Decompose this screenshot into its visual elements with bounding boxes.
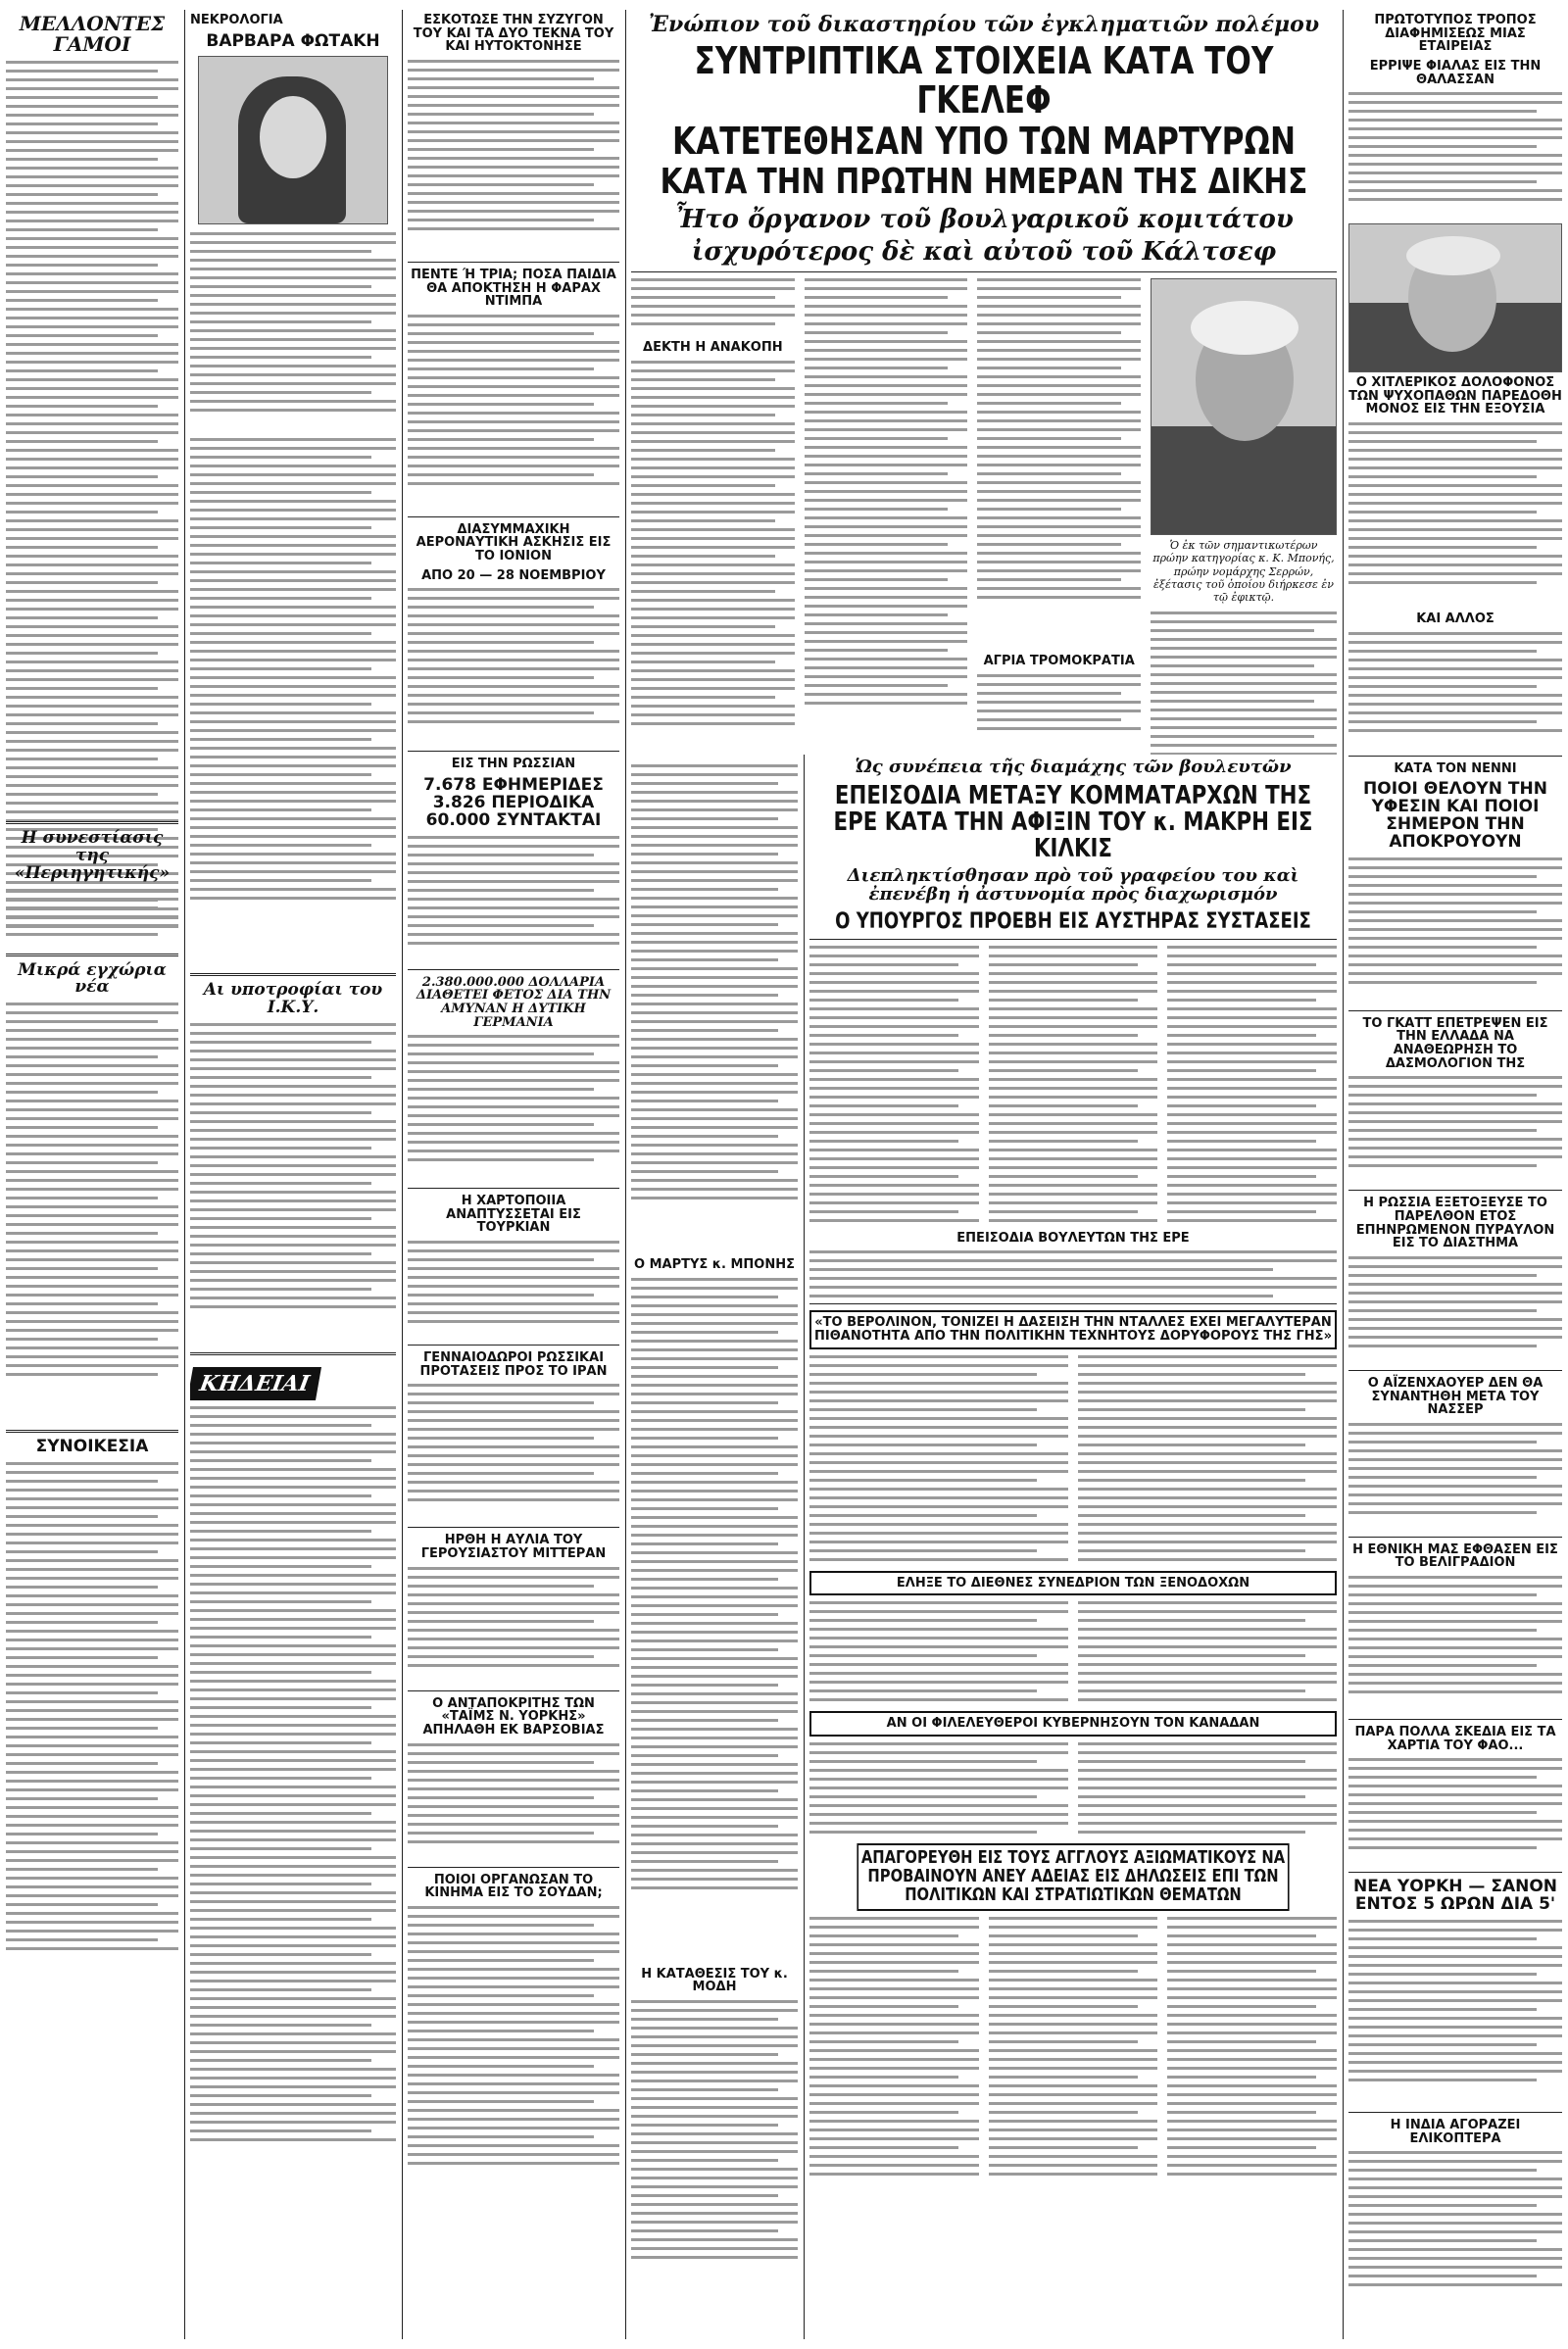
headline: Η ΧΑΡΤΟΠΟΙΙΑ ΑΝΑΠΤΥΣΣΕΤΑΙ ΕΙΣ ΤΟΥΡΚΙΑΝ: [446, 1194, 581, 1236]
mid-stories: [809, 755, 1337, 2339]
headline: Η ΕΘΝΙΚΗ ΜΑΣ ΕΦΘΑΣΕΝ ΕΙΣ ΤΟ ΒΕΛΙΓΡΑΔΙΟΝ: [1352, 1542, 1558, 1571]
column-rule: [1343, 10, 1344, 2339]
headline: ΑΠΑΓΟΡΕΥΘΗ ΕΙΣ ΤΟΥΣ ΑΓΓΛΟΥΣ ΑΞΙΩΜΑΤΙΚΟΥΣ ΝΑ ΠΡΟΒΑΙΝΟΥΝ ΑΝΕΥ ΑΔΕΙΑΣ ΕΙΣ ΔΗΛΩΣΕΙΣ ΕΠΙ ΤΩΝ ΠΟΛΙΤΙΚΩΝ ΚΑΙ ΣΤΡΑΤΙΩΤΙΚΩΝ ΘΕΜΑΤΩΝ: [857, 1843, 1289, 1911]
portrait-photo: [1151, 278, 1337, 535]
column-a: [6, 10, 178, 2339]
headline: ΠΟΙΟΙ ΟΡΓΑΝΩΣΑΝ ΤΟ ΚΙΝΗΜΑ ΕΙΣ ΤΟ ΣΟΥΔΑΝ;: [424, 1872, 603, 1901]
article-body: [6, 1462, 178, 2011]
main-headline-line1: ΣΥΝΤΡΙΠΤΙΚΑ ΣΤΟΙΧΕΙΑ ΚΑΤΑ ΤΟΥ ΓΚΕΛΕΦ: [694, 39, 1274, 122]
column-rule: [625, 10, 626, 2339]
section-label: ΝΕΚΡΟΛΟΓΙΑ: [190, 13, 283, 27]
article-body: [190, 438, 396, 967]
headline: ΒΑΡΒΑΡΑ ΦΩΤΑΚΗ: [206, 30, 380, 51]
subheadline: ΕΡΡΙΨΕ ΦΙΑΛΑΣ ΕΙΣ ΤΗΝ ΘΑΛΑΣΣΑΝ: [1369, 58, 1542, 87]
column-right: [1348, 10, 1562, 2339]
headline: ΕΛΗΞΕ ΤΟ ΔΙΕΘΝΕΣ ΣΥΝΕΔΡΙΟΝ ΤΩΝ ΞΕΝΟΔΟΧΩΝ: [809, 1571, 1337, 1596]
column-b: [190, 10, 396, 2339]
article-body: [408, 1567, 619, 1685]
section-banner: ΚΗΔΕΙΑΙ: [190, 1367, 321, 1400]
story-column: [805, 278, 968, 755]
subheadline: Ο ΜΑΡΤΥΣ κ. ΜΠΟΝΗΣ: [634, 1257, 795, 1272]
article-body: [408, 1743, 619, 1861]
headline: ΓΕΝΝΑΙΟΔΩΡΟΙ ΡΩΣΣΙΚΑΙ ΠΡΟΤΑΣΕΙΣ ΠΡΟΣ ΤΟ ΙΡΑΝ: [419, 1350, 608, 1379]
headline: Ο ΧΙΤΛΕΡΙΚΟΣ ΔΟΛΟΦΟΝΟΣ ΤΩΝ ΨΥΧΟΠΑΘΩΝ ΠΑΡΕΔΟΘΗ ΜΟΝΟΣ ΕΙΣ ΤΗΝ ΕΞΟΥΣΙΑ: [1348, 375, 1562, 417]
article-body: [408, 315, 619, 511]
headline: Η συνεστίασις της «Περιηγητικής»: [14, 828, 171, 883]
subheadline: ΔΕΚΤΗ Η ΑΝΑΚΟΠΗ: [643, 340, 783, 356]
headline: Ο ΑΪΖΕΝΧΑΟΥΕΡ ΔΕΝ ΘΑ ΣΥΝΑΝΤΗΘΗ ΜΕΤΑ ΤΟΥ ΝΑΣΣΕΡ: [1367, 1375, 1544, 1418]
headline: «ΤΟ ΒΕΡΟΛΙΝΟΝ, ΤΟΝΙΖΕΙ Η ΔΑΣΕΙΣΗ ΤΗΝ ΝΤΑΛΛΕΣ ΕΧΕΙ ΜΕΓΑΛΥΤΕΡΑΝ ΠΙΘΑΝΟΤΗΤΑ ΑΠΟ ΤΗΝ ΠΟΛΙΤΙΚΗΝ ΤΕΧΝΗΤΟΥΣ ΔΟΡΥΦΟΡΟΥΣ ΤΗΣ ΓΗΣ»: [809, 1310, 1337, 1348]
story-column: [631, 278, 795, 755]
headline: 7.678 ΕΦΗΜΕΡΙΔΕΣ 3.826 ΠΕΡΙΟΔΙΚΑ 60.000 ΣΥΝΤΑΚΤΑΙ: [423, 775, 604, 830]
article-body: [408, 1906, 619, 2200]
main-headline-line3: ΚΑΤΑ ΤΗΝ ΠΡΩΤΗΝ ΗΜΕΡΑΝ ΤΗΣ ΔΙΚΗΣ: [660, 161, 1308, 202]
headline: ΤΟ ΓΚΑΤΤ ΕΠΕΤΡΕΨΕΝ ΕΙΣ ΤΗΝ ΕΛΛΑΔΑ ΝΑ ΑΝΑΘΕΩΡΗΣΗ ΤΟ ΔΑΣΜΟΛΟΓΙΟΝ ΤΗΣ: [1362, 1015, 1548, 1071]
article-body: [6, 1003, 178, 1424]
headline: Η ΡΩΣΣΙΑ ΕΞΕΤΟΞΕΥΣΕ ΤΟ ΠΑΡΕΛΘΟΝ ΕΤΟΣ ΕΠΗΝΡΩΜΕΝΟΝ ΠΥΡΑΥΛΟΝ ΕΙΣ ΤΟ ΔΙΑΣΤΗΜΑ: [1355, 1196, 1555, 1251]
main-story-continued: [631, 764, 798, 2339]
portrait-photo: [198, 56, 388, 224]
headline: ΠΡΩΤΟΤΥΠΟΣ ΤΡΟΠΟΣ ΔΙΑΦΗΜΙΣΕΩΣ ΜΙΑΣ ΕΤΑΙΡΕΙΑΣ: [1374, 13, 1537, 55]
section-label: ΕΙΣ ΤΗΝ ΡΩΣΣΙΑΝ: [451, 757, 576, 772]
headline: ΠΟΙΟΙ ΘΕΛΟΥΝ ΤΗΝ ΥΦΕΣΙΝ ΚΑΙ ΠΟΙΟΙ ΣΗΜΕΡΟΝ ΤΗΝ ΑΠΟΚΡΟΥΟΥΝ: [1363, 779, 1547, 852]
article-body: [408, 836, 619, 963]
article-body: [190, 1406, 396, 2229]
headline: ΣΥΝΟΙΚΕΣΙΑ: [35, 1437, 149, 1457]
headline: Ο ΑΝΤΑΠΟΚΡΙΤΗΣ ΤΩΝ «ΤΑΪΜΣ Ν. ΥΟΡΚΗΣ» ΑΠΗΛΑΘΗ ΕΚ ΒΑΡΣΟΒΙΑΣ: [422, 1695, 605, 1737]
kicker: Ὡς συνέπεια τῆς διαμάχης τῶν βουλευτῶν: [855, 757, 1292, 777]
article-body: [6, 889, 178, 948]
headline: ΗΡΘΗ Η ΑΥΛΙΑ ΤΟΥ ΓΕΡΟΥΣΙΑΣΤΟΥ ΜΙΤΤΕΡΑΝ: [420, 1533, 607, 1561]
photo-caption: Ὁ ἐκ τῶν σημαντικωτέρων πρώην κατηγορίας κ. Κ. Μπονής, πρώην νομάρχης Σερρών, ἐξέτασις τοῦ ὁποίου διήρκεσε ἐν τῷ ἐφικτῷ.: [1152, 539, 1335, 604]
headline: Μικρά εγχώρια νέα: [18, 959, 167, 998]
headline: ΕΣΚΟΤΩΣΕ ΤΗΝ ΣΥΖΥΓΟΝ ΤΟΥ ΚΑΙ ΤΑ ΔΥΟ ΤΕΚΝΑ ΤΟΥ ΚΑΙ ΗΥΤΟΚΤΟΝΗΣΕ: [413, 13, 614, 55]
story-column: [977, 278, 1141, 755]
subheadline: Η ΚΑΤΑΘΕΣΙΣ ΤΟΥ κ. ΜΟΔΗ: [641, 1966, 788, 1995]
column-c: [408, 10, 619, 2339]
headline: ΝΕΑ ΥΟΡΚΗ — ΣΑΝΟΝ ΕΝΤΟΣ 5 ΩΡΩΝ ΔΙΑ 5': [1352, 1877, 1558, 1915]
main-story-columns: [631, 278, 1337, 755]
deck: Διεπληκτίσθησαν πρὸ τοῦ γραφείου του καὶ ἐπενέβη ἡ ἀστυνομία πρὸς διαχωρισμόν: [847, 864, 1299, 905]
article-body: [6, 61, 178, 815]
column-rule: [402, 10, 403, 2339]
headline: ΜΕΛΛΟΝΤΕΣ ΓΑΜΟΙ: [19, 12, 166, 56]
headline: 2.380.000.000 ΔΟΛΛΑΡΙΑ ΔΙΑΘΕΤΕΙ ΦΕΤΟΣ ΔΙΑ ΤΗΝ ΑΜΥΝΑΝ Η ΔΥΤΙΚΗ ΓΕΡΜΑΝΙΑ: [416, 974, 612, 1030]
headline: ΕΠΕΙΣΟΔΙΑ ΜΕΤΑΞΥ ΚΟΜΜΑΤΑΡΧΩΝ ΤΗΣ ΕΡΕ ΚΑΤΑ ΤΗΝ ΑΦΙΞΙΝ ΤΟΥ κ. ΜΑΚΡΗ ΕΙΣ ΚΙΛΚΙΣ: [833, 780, 1313, 864]
subheadline: ΑΓΡΙΑ ΤΡΟΜΟΚΡΑΤΙΑ: [983, 654, 1135, 669]
main-headline-line2: ΚΑΤΕΤΕΘΗΣΑΝ ΥΠΟ ΤΩΝ ΜΑΡΤΥΡΩΝ: [671, 119, 1297, 163]
headline: Η ΙΝΔΙΑ ΑΓΟΡΑΖΕΙ ΕΛΙΚΟΠΤΕΡΑ: [1390, 2118, 1521, 2146]
subheadline: ΑΠΟ 20 — 28 ΝΟΕΜΒΡΙΟΥ: [421, 567, 606, 583]
article-body: [408, 588, 619, 745]
headline: ΔΙΑΣΥΜΜΑΧΙΚΗ ΑΕΡΟΝΑΥΤΙΚΗ ΑΣΚΗΣΙΣ ΕΙΣ ΤΟ ΙΟΝΙΟΝ: [416, 521, 612, 564]
deck-line1: Ἦτο ὄργανον τοῦ βουλγαρικοῦ κομιτάτου: [674, 204, 1294, 234]
article-body: [408, 60, 619, 256]
column-rule: [804, 755, 805, 2339]
subheadline: ΕΠΕΙΣΟΔΙΑ ΒΟΥΛΕΥΤΩΝ ΤΗΣ ΕΡΕ: [956, 1230, 1190, 1246]
headline: ΠΑΡΑ ΠΟΛΛΑ ΣΚΕΔΙΑ ΕΙΣ ΤΑ ΧΑΡΤΙΑ ΤΟΥ ΦΑΟ...: [1354, 1725, 1556, 1753]
headline: ΠΕΝΤΕ Ή ΤΡΙΑ; ΠΟΣΑ ΠΑΙΔΙΑ ΘΑ ΑΠΟΚΤΗΣΗ Η ΦΑΡΑΧ ΝΤΙΜΠΑ: [411, 267, 616, 310]
headline: ΑΝ ΟΙ ΦΙΛΕΛΕΥΘΕΡΟΙ ΚΥΒΕΡΝΗΣΟΥΝ ΤΟΝ ΚΑΝΑΔΑΝ: [809, 1711, 1337, 1737]
article-body: [408, 1241, 619, 1339]
kicker: Ἐνώπιον τοῦ δικαστηρίου τῶν ἐγκληματιῶν πολέμου: [648, 12, 1320, 37]
deck-line2: ἰσχυρότερος δὲ καὶ αὐτοῦ τοῦ Κάλτσεφ: [691, 236, 1277, 267]
section-label: ΚΑΤΑ ΤΟΝ ΝΕΝΝΙ: [1394, 760, 1517, 776]
photo-box: [1151, 278, 1337, 755]
portrait-photo: [1348, 223, 1562, 372]
article-body: [408, 1384, 619, 1521]
article-body: [408, 1035, 619, 1182]
subheadline: ΚΑΙ ΑΛΛΟΣ: [1416, 612, 1494, 627]
article-body: [190, 1023, 396, 1346]
headline: Αι υποτροφίαι του Ι.Κ.Υ.: [203, 980, 383, 1018]
main-story: [631, 10, 1337, 755]
column-rule: [184, 10, 185, 2339]
headline: Ο ΥΠΟΥΡΓΟΣ ΠΡΟΕΒΗ ΕΙΣ ΑΥΣΤΗΡΑΣ ΣΥΣΤΑΣΕΙΣ: [835, 908, 1311, 934]
article-body: [190, 232, 396, 438]
